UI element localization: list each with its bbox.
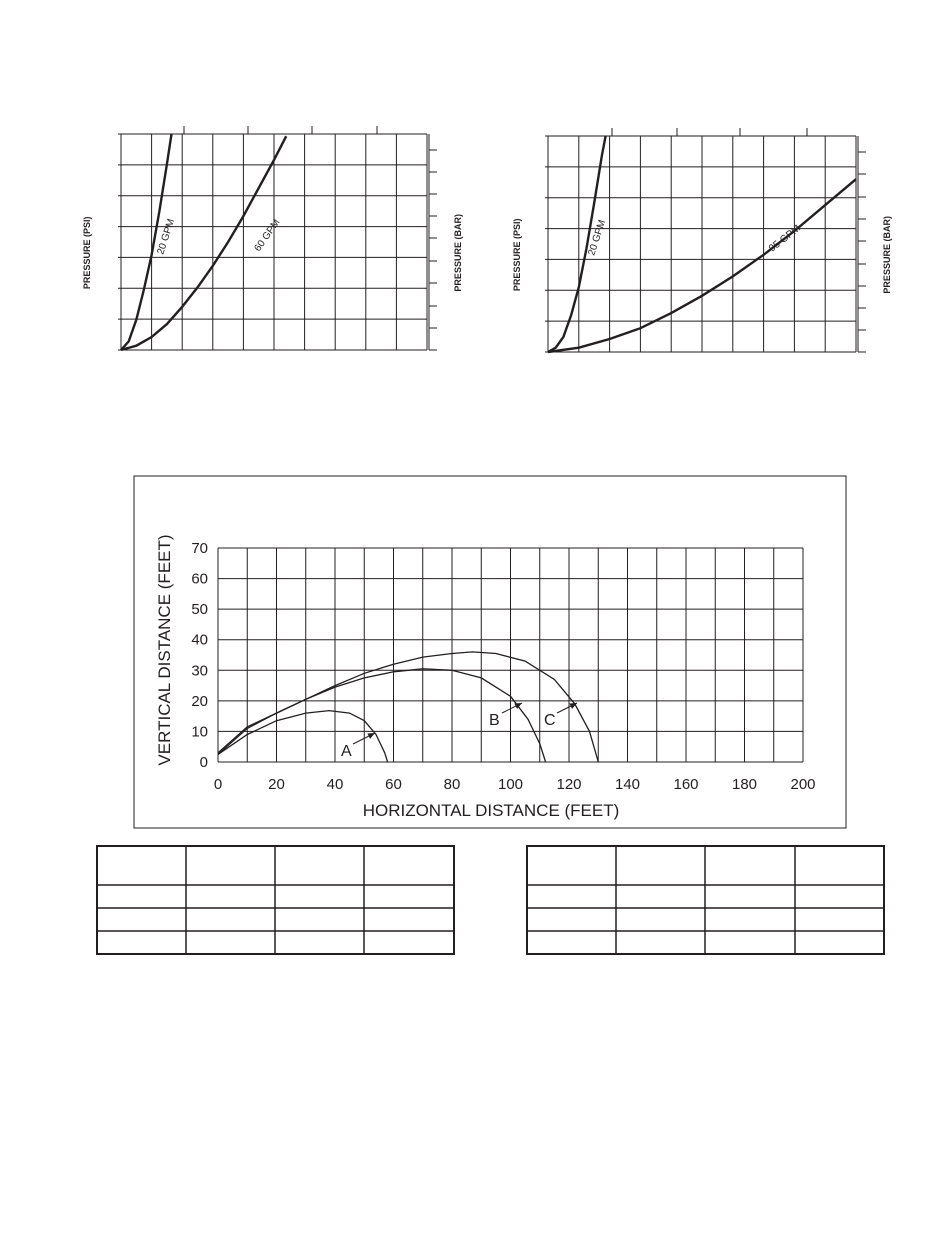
blank-tables <box>97 846 884 954</box>
x-tick-label: 20 <box>268 776 285 793</box>
x-tick-label: 60 <box>385 776 402 793</box>
y-tick-label: 10 <box>191 723 208 741</box>
chart-grid <box>218 548 803 762</box>
x-tick-label: 200 <box>790 776 816 793</box>
y-axis-title-psi: PRESSURE (PSI) <box>512 218 522 292</box>
y-axis-title: VERTICAL DISTANCE (FEET) <box>155 534 174 766</box>
curve-annotation-a: A <box>341 743 352 760</box>
x-tick-label: 160 <box>673 776 699 793</box>
series-label: 95 GPM <box>767 223 803 255</box>
x-tick-label: 80 <box>443 776 461 793</box>
x-tick-label: 120 <box>556 776 582 793</box>
blank-table <box>97 846 454 954</box>
x-tick-label: 40 <box>326 776 344 793</box>
series-label: 20 GPM <box>586 218 609 257</box>
series-line-c <box>218 652 598 762</box>
x-axis-title: HORIZONTAL DISTANCE (FEET) <box>362 801 620 820</box>
series-group <box>218 652 598 762</box>
trajectory-chart <box>134 476 846 828</box>
pressure-chart-left <box>82 126 463 350</box>
blank-table <box>527 846 884 954</box>
tick-labels <box>191 540 815 793</box>
x-tick-label: 100 <box>497 776 524 793</box>
y-axis-title-bar: PRESSURE (BAR) <box>453 214 463 292</box>
x-tick-label: 140 <box>614 776 641 793</box>
y-tick-label: 70 <box>191 540 208 557</box>
y-tick-label: 0 <box>199 754 208 771</box>
y-tick-label: 20 <box>191 692 208 710</box>
series-label: 60 GPM <box>252 217 283 254</box>
y-axis-title-bar: PRESSURE (BAR) <box>882 216 892 294</box>
y-tick-label: 30 <box>191 662 208 680</box>
pressure-chart-right <box>512 128 892 352</box>
y-tick-label: 60 <box>191 570 208 588</box>
series-line-a <box>218 711 388 762</box>
y-tick-label: 40 <box>191 631 208 649</box>
series-label: 20 GPM <box>155 217 178 256</box>
y-tick-label: 50 <box>191 601 208 619</box>
x-tick-label: 180 <box>731 776 758 793</box>
curve-annotation-c: C <box>544 712 556 729</box>
curve-annotation-b: B <box>489 712 500 729</box>
x-tick-label: 0 <box>213 776 223 793</box>
y-axis-title-psi: PRESSURE (PSI) <box>82 216 92 290</box>
